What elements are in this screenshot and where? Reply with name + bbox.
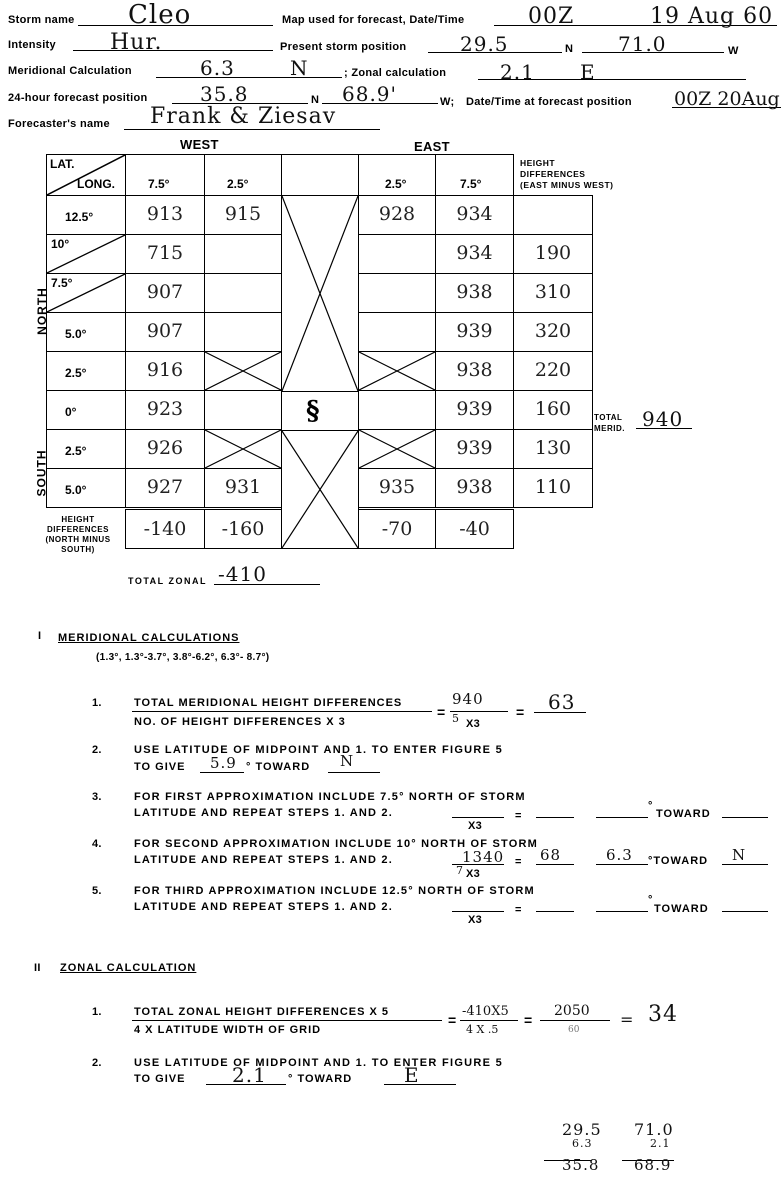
lat-header-label: LAT. xyxy=(50,157,75,171)
zs2-give: TO GIVE xyxy=(134,1073,186,1085)
zs1-frac-line xyxy=(132,1020,442,1021)
ew-diff-value[interactable]: 320 xyxy=(534,320,572,342)
ms3-frac-line xyxy=(452,817,504,818)
lat-label: 2.5° xyxy=(65,366,87,380)
cell-diff-row-2 xyxy=(513,273,593,313)
cell-diff-row-7 xyxy=(513,468,593,508)
merid-roman: I xyxy=(38,630,42,642)
zs1-hw2-top[interactable]: 2050 xyxy=(554,1003,590,1019)
scratch-a2: 6.3 xyxy=(572,1137,593,1150)
ms3-eq: = xyxy=(515,810,522,822)
ms3-line-b xyxy=(596,817,648,818)
scratch-a3: 35.8 xyxy=(562,1156,600,1174)
zonal-label: ; Zonal calculation xyxy=(344,67,447,79)
cell-lat-row-4 xyxy=(46,351,126,391)
zs1-hw-line xyxy=(460,1020,518,1021)
ew-diff-value[interactable]: 130 xyxy=(534,437,572,459)
center-north-block xyxy=(281,195,359,392)
zs2-dir[interactable]: E xyxy=(404,1063,420,1087)
zonal-value[interactable]: 2.1 xyxy=(500,60,535,84)
forecast-pos-label: 24-hour forecast position xyxy=(8,92,148,104)
ew-diff-value[interactable]: 110 xyxy=(534,476,572,498)
cell-w75-row-3 xyxy=(125,312,205,352)
ms5-line-a xyxy=(536,911,574,912)
ms1-x3: X3 xyxy=(466,718,481,730)
cell-w25-row-7 xyxy=(204,468,282,508)
ms2-give: TO GIVE xyxy=(134,761,186,773)
zs2-value[interactable]: 2.1 xyxy=(232,1063,267,1087)
ms4-eq: = xyxy=(515,856,522,868)
ms4-num: 4. xyxy=(92,838,102,850)
lat-label: 2.5° xyxy=(65,444,87,458)
ms3-line-a xyxy=(536,817,574,818)
cell-w25-row-2 xyxy=(204,273,282,313)
diagonal-divider xyxy=(47,274,125,312)
zs2-line1: USE LATITUDE OF MIDPOINT AND 1. TO ENTER FIGURE 5 xyxy=(134,1057,504,1069)
ms1-eq2: = xyxy=(516,704,525,720)
zs1-num: 1. xyxy=(92,1006,102,1018)
forecast-dt-value[interactable]: 00Z 20Aug xyxy=(674,88,780,110)
merid-line xyxy=(156,77,342,78)
cell-e75-row-2 xyxy=(435,273,514,313)
cell-e25-row-6 xyxy=(358,429,436,469)
cell-lat-row-1 xyxy=(46,234,126,274)
cross-mark xyxy=(205,430,281,468)
cell-diff-row-4 xyxy=(513,351,593,391)
total-zonal-value[interactable]: -410 xyxy=(218,562,267,586)
ew-diff-value[interactable]: 160 xyxy=(534,398,572,420)
height-value[interactable]: 715 xyxy=(146,242,184,264)
cell-w25-row-3 xyxy=(204,312,282,352)
ms3-toward: TOWARD xyxy=(656,808,711,820)
cell-diff-row-6 xyxy=(513,429,593,469)
present-pos-label: Present storm position xyxy=(280,41,407,53)
ms5-line1: FOR THIRD APPROXIMATION INCLUDE 12.5° NORTH OF STORM xyxy=(134,885,535,897)
height-grid xyxy=(34,154,684,554)
height-value[interactable]: 923 xyxy=(146,398,184,420)
col-header-e75: 7.5° xyxy=(435,154,514,196)
ms5-x3: X3 xyxy=(468,914,483,926)
cross-mark xyxy=(359,430,435,468)
zs1-eq1: = xyxy=(448,1012,457,1028)
merid-ranges: (1.3°, 1.3°-3.7°, 3.8°-6.2°, 6.3°- 8.7°) xyxy=(96,652,270,663)
height-value[interactable]: 939 xyxy=(456,320,493,342)
height-value[interactable]: 907 xyxy=(146,281,184,303)
ns-diff-e75: -40 xyxy=(435,509,514,549)
height-value[interactable]: 931 xyxy=(224,476,262,498)
ns-diff-w75: -140 xyxy=(125,509,205,549)
ms4-dir-line xyxy=(722,864,768,865)
ms1-hw-bot[interactable]: 5 xyxy=(452,712,460,725)
cell-w75-row-6 xyxy=(125,429,205,469)
height-value[interactable]: 939 xyxy=(456,398,493,420)
ms3-num: 3. xyxy=(92,791,102,803)
ew-diff-value[interactable]: 190 xyxy=(534,242,572,264)
ms3-deg: ° xyxy=(648,800,653,812)
cell-e25-row-0 xyxy=(358,195,436,235)
lat-label: 12.5° xyxy=(65,210,94,224)
center-storm-cell xyxy=(281,391,359,431)
cell-e25-row-4 xyxy=(358,351,436,391)
intensity-line xyxy=(73,50,273,51)
cell-e25-row-5 xyxy=(358,390,436,430)
cell-lat-row-7 xyxy=(46,468,126,508)
cell-w75-row-4 xyxy=(125,351,205,391)
cell-e75-row-7 xyxy=(435,468,514,508)
cell-w75-row-2 xyxy=(125,273,205,313)
col-header-center xyxy=(281,154,359,196)
cell-e75-row-5 xyxy=(435,390,514,430)
present-lat-value[interactable]: 29.5 xyxy=(460,32,509,56)
merid-dir[interactable]: N xyxy=(290,56,309,80)
lat-label: 7.5° xyxy=(51,276,73,290)
scratch-b2: 2.1 xyxy=(650,1137,671,1150)
zs1-hw2-line xyxy=(540,1020,610,1021)
ms5-dir-line xyxy=(722,911,768,912)
ms3-dir-line xyxy=(722,817,768,818)
ms5-deg: ° xyxy=(648,894,653,906)
ms4-x3: X3 xyxy=(466,868,481,880)
zs1-bot: 4 X LATITUDE WIDTH OF GRID xyxy=(134,1024,322,1036)
height-value[interactable]: 939 xyxy=(456,437,493,459)
ms5-toward: TOWARD xyxy=(654,903,709,915)
height-value[interactable]: 934 xyxy=(456,242,493,264)
cell-e75-row-3 xyxy=(435,312,514,352)
cell-w25-row-5 xyxy=(204,390,282,430)
ms1-result[interactable]: 63 xyxy=(548,690,576,714)
height-diff-ew-label: HEIGHT DIFFERENCES (EAST MINUS WEST) xyxy=(520,158,614,190)
diagonal-divider xyxy=(47,235,125,273)
east-label: EAST xyxy=(414,139,450,154)
total-zonal-label: TOTAL ZONAL xyxy=(128,576,207,586)
cell-e25-row-2 xyxy=(358,273,436,313)
map-label: Map used for forecast, Date/Time xyxy=(282,14,465,26)
west-label: WEST xyxy=(180,137,219,152)
n-label: N xyxy=(565,43,574,55)
merid-label: Meridional Calculation xyxy=(8,65,132,77)
ms4-value[interactable]: 6.3 xyxy=(606,846,633,864)
height-value[interactable]: 938 xyxy=(456,281,493,303)
zonal-heading: ZONAL CALCULATION xyxy=(60,962,197,974)
ms4-line2: LATITUDE AND REPEAT STEPS 1. AND 2. xyxy=(134,854,393,866)
col-header-e25: 2.5° xyxy=(358,154,436,196)
forecaster-line xyxy=(124,129,380,130)
lat-label: 5.0° xyxy=(65,483,87,497)
intensity-label: Intensity xyxy=(8,39,56,51)
cross-mark-south xyxy=(282,431,358,548)
ms1-bot: NO. OF HEIGHT DIFFERENCES X 3 xyxy=(134,716,346,728)
cell-e75-row-1 xyxy=(435,234,514,274)
col-header-w25: 2.5° xyxy=(204,154,282,196)
cell-lat-row-2 xyxy=(46,273,126,313)
zs1-eq3: = xyxy=(620,1010,635,1029)
height-diff-ns-label: HEIGHT DIFFERENCES (NORTH MINUS SOUTH) xyxy=(45,515,111,554)
cell-w25-row-0 xyxy=(204,195,282,235)
ew-diff-value[interactable]: 310 xyxy=(534,281,572,303)
col-header-w75: 7.5° xyxy=(125,154,205,196)
center-south-block xyxy=(281,430,359,549)
ns-diff-w25: -160 xyxy=(204,509,282,549)
total-merid-value[interactable]: 940 xyxy=(642,407,684,431)
height-value[interactable]: 927 xyxy=(146,476,184,498)
cell-diff-row-5 xyxy=(513,390,593,430)
ms4-hw-bot[interactable]: 7 xyxy=(456,864,464,877)
ms5-eq: = xyxy=(515,904,522,916)
ms3-x3: X3 xyxy=(468,820,483,832)
zonal-dir[interactable]: E xyxy=(580,60,596,84)
cell-lat-row-0 xyxy=(46,195,126,235)
cell-diff-row-0 xyxy=(513,195,593,235)
cell-w75-row-1 xyxy=(125,234,205,274)
merid-heading: MERIDIONAL CALCULATIONS xyxy=(58,632,240,644)
cell-e25-row-7 xyxy=(358,468,436,508)
ms5-line-b xyxy=(596,911,648,912)
zs2-num: 2. xyxy=(92,1057,102,1069)
height-value[interactable]: 928 xyxy=(378,203,416,225)
ms2-value[interactable]: 5.9 xyxy=(210,754,237,772)
ms5-num: 5. xyxy=(92,885,102,897)
scratch-a1: 29.5 xyxy=(562,1120,602,1139)
scratch-b1: 71.0 xyxy=(634,1120,674,1139)
ms3-line1: FOR FIRST APPROXIMATION INCLUDE 7.5° NORTH OF STORM xyxy=(134,791,526,803)
ew-diff-value[interactable]: 220 xyxy=(534,359,572,381)
ms4-hw-top[interactable]: 1340 xyxy=(462,848,505,866)
ms2-dir-line xyxy=(328,772,380,773)
cross-mark-north xyxy=(282,196,358,391)
south-label: SOUTH xyxy=(34,449,49,497)
cell-w75-row-5 xyxy=(125,390,205,430)
zs2-dir-line xyxy=(384,1084,456,1085)
ms1-frac-line xyxy=(132,711,432,712)
storm-name-value[interactable]: Cleo xyxy=(128,0,192,30)
cell-lat-row-6 xyxy=(46,429,126,469)
ms4-toward: °TOWARD xyxy=(648,855,709,867)
lat-long-header xyxy=(46,154,126,196)
cross-mark xyxy=(205,352,281,390)
zonal-roman: II xyxy=(34,962,41,974)
ms4-result-line xyxy=(536,864,574,865)
ms2-value-line xyxy=(200,772,244,773)
cell-diff-row-1 xyxy=(513,234,593,274)
ms2-num: 2. xyxy=(92,744,102,756)
zs1-top: TOTAL ZONAL HEIGHT DIFFERENCES X 5 xyxy=(134,1006,390,1018)
ms4-line1: FOR SECOND APPROXIMATION INCLUDE 10° NORTH OF STORM xyxy=(134,838,538,850)
cell-diff-row-3 xyxy=(513,312,593,352)
lat-label: 5.0° xyxy=(65,327,87,341)
ms4-result[interactable]: 68 xyxy=(540,846,562,864)
present-lon-value[interactable]: 71.0 xyxy=(618,32,667,56)
cross-mark xyxy=(359,352,435,390)
ms2-line1: USE LATITUDE OF MIDPOINT AND 1. TO ENTER FIGURE 5 xyxy=(134,744,504,756)
ms2-dir[interactable]: N xyxy=(340,752,355,770)
long-header-label: LONG. xyxy=(77,177,115,191)
cell-w25-row-4 xyxy=(204,351,282,391)
zs1-result[interactable]: 34 xyxy=(648,1002,678,1027)
n2-label: N xyxy=(311,94,320,106)
intensity-value[interactable]: Hur. xyxy=(110,30,163,55)
ms1-hw-top[interactable]: 940 xyxy=(452,690,484,708)
cell-lat-row-3 xyxy=(46,312,126,352)
height-value[interactable]: 935 xyxy=(378,476,416,498)
ms1-eq1: = xyxy=(437,704,446,720)
height-value[interactable]: 934 xyxy=(456,203,493,225)
height-value[interactable]: 916 xyxy=(146,359,184,381)
lat-label: 10° xyxy=(51,237,70,251)
map-date[interactable]: 19 Aug 60 xyxy=(650,4,774,29)
cell-e75-row-4 xyxy=(435,351,514,391)
storm-name-label: Storm name xyxy=(8,14,75,26)
ms3-line2: LATITUDE AND REPEAT STEPS 1. AND 2. xyxy=(134,807,393,819)
height-value[interactable]: 938 xyxy=(456,359,493,381)
cell-w25-row-6 xyxy=(204,429,282,469)
ms2-toward: ° TOWARD xyxy=(246,761,311,773)
north-label: NORTH xyxy=(34,287,49,335)
w-label: W xyxy=(728,45,739,57)
cell-w25-row-1 xyxy=(204,234,282,274)
ms5-frac-line xyxy=(452,911,504,912)
ms4-value-line xyxy=(596,864,648,865)
storm-symbol-icon: § xyxy=(306,396,320,426)
height-value[interactable]: 913 xyxy=(146,203,184,225)
w2-label: W; xyxy=(440,96,455,108)
height-value[interactable]: 915 xyxy=(224,203,262,225)
ns-diff-e25: -70 xyxy=(358,509,436,549)
cell-e25-row-3 xyxy=(358,312,436,352)
zs2-toward: ° TOWARD xyxy=(288,1073,353,1085)
zs1-hw2-bot[interactable]: 60 xyxy=(568,1025,580,1035)
zs1-hw-bot[interactable]: 4 X .5 xyxy=(466,1023,499,1036)
merid-value[interactable]: 6.3 xyxy=(200,56,235,80)
forecaster-label: Forecaster's name xyxy=(8,118,110,130)
forecast-lat-value[interactable]: 35.8 xyxy=(200,82,249,106)
height-value[interactable]: 907 xyxy=(146,320,184,342)
cell-w75-row-7 xyxy=(125,468,205,508)
lat-label: 0° xyxy=(65,405,77,419)
ms5-line2: LATITUDE AND REPEAT STEPS 1. AND 2. xyxy=(134,901,393,913)
map-time[interactable]: 00Z xyxy=(528,4,575,29)
forecaster-value[interactable]: Frank & Ziesav xyxy=(150,104,337,129)
cell-lat-row-5 xyxy=(46,390,126,430)
forecast-lon-value[interactable]: 68.9' xyxy=(342,82,398,106)
cell-e75-row-6 xyxy=(435,429,514,469)
cell-e25-row-1 xyxy=(358,234,436,274)
zs1-eq2: = xyxy=(524,1012,533,1028)
ms1-top: TOTAL MERIDIONAL HEIGHT DIFFERENCES xyxy=(134,697,403,709)
scratch-b3: 68.9 xyxy=(634,1156,672,1174)
cell-e75-row-0 xyxy=(435,195,514,235)
cell-w75-row-0 xyxy=(125,195,205,235)
height-value[interactable]: 938 xyxy=(456,476,493,498)
zs1-hw-top[interactable]: -410X5 xyxy=(462,1004,509,1019)
ms4-dir[interactable]: N xyxy=(732,846,747,864)
height-value[interactable]: 926 xyxy=(146,437,184,459)
forecast-dt-label: Date/Time at forecast position xyxy=(466,96,632,108)
total-merid-label: TOTAL MERID. xyxy=(594,413,625,433)
ms1-num: 1. xyxy=(92,697,102,709)
